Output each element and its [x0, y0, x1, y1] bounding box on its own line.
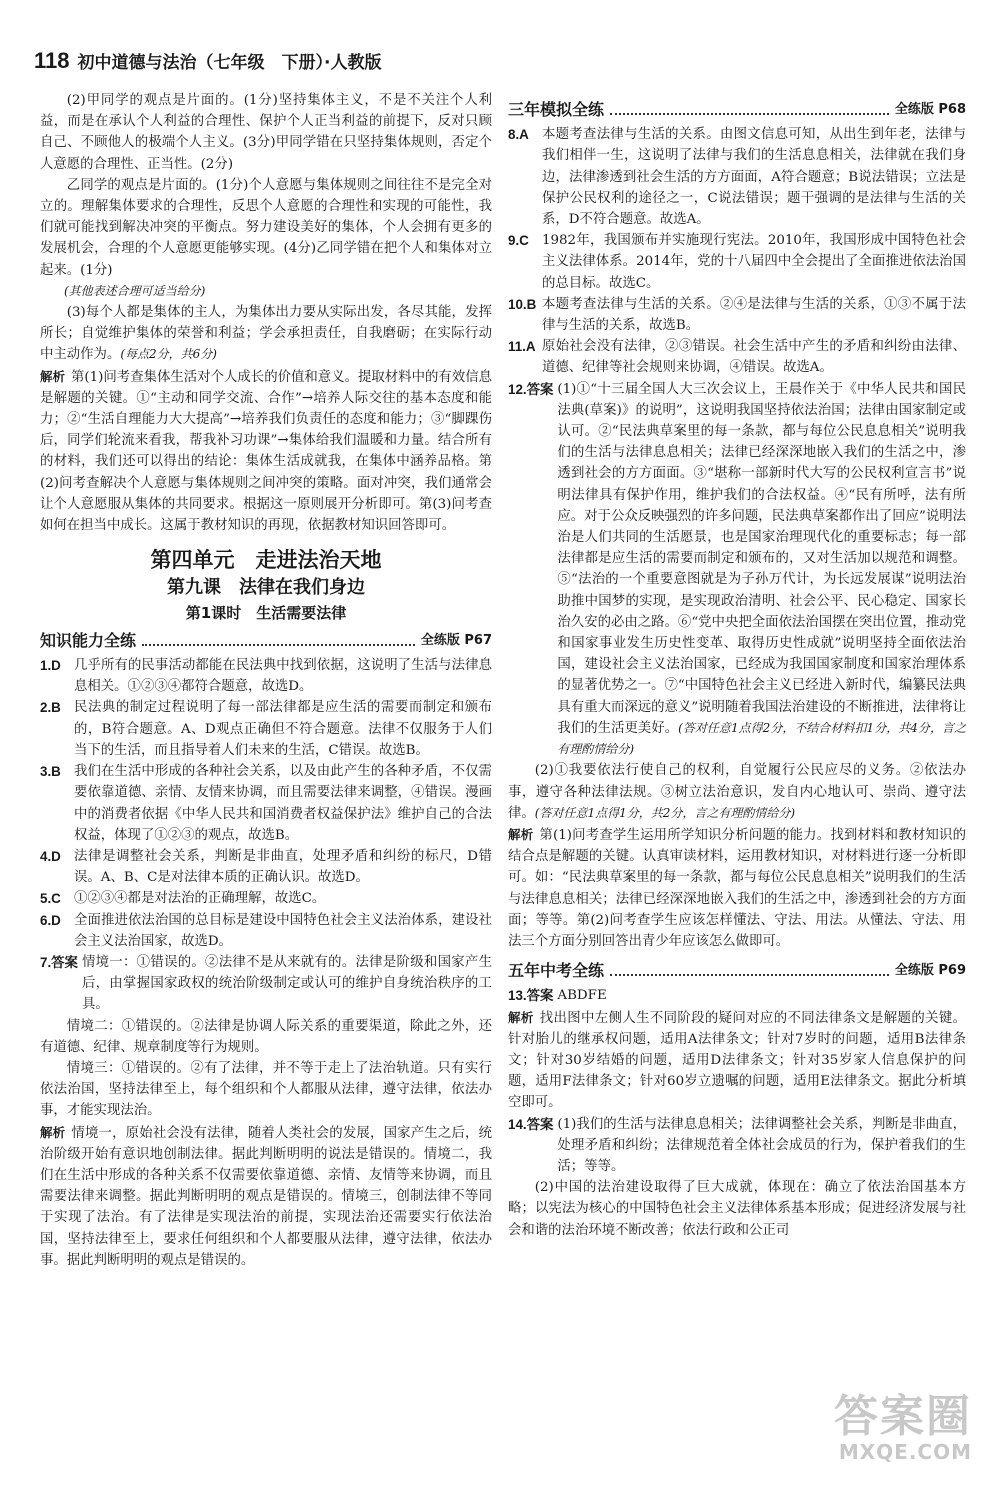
item-number: 8.A: [508, 127, 529, 143]
paragraph: [40, 302, 492, 366]
left-column: [40, 90, 492, 1271]
item-text: 法律是调整社会关系，判断是非曲直，处理矛盾和纠纷的标尺，D错误。A、B、C是对法律本质的正确认识。故选D。: [74, 848, 492, 886]
item-text: 1982年，我国颁布并实施现行宪法。2010年，我国形成中国特色社会主义法律体系。2014年，党的十八届四中全会提出了全面推进依法治国的总目标。故选C。: [542, 233, 966, 291]
analysis-label: 解析: [508, 826, 534, 842]
item-number: 12.答案: [508, 381, 554, 397]
answer-item: [40, 697, 492, 761]
answer-item: [40, 655, 492, 697]
analysis-text: 情境一，原始社会没有法律，随着人类社会的发展，国家产生之后，统治阶级开始有意识地创制法律。据此判断明明的说法是错误的。情境二，我们在生活中形成的各种关系不仅需要依靠道德、亲情、友情等来协调，而且需要法律来调整。据此判断明明的观点是错误的。情境三，创制法律不等同于实现了法治。有了法律是实现法治的前提，实现法治还需要实行依法治国，坚持法律至上，要求任何组织和个人都要服从法律，遵守法律，依法办事。据此判断明明的观点是错误的。: [40, 1125, 492, 1268]
analysis-label: 解析: [40, 368, 66, 384]
right-column: [508, 95, 966, 1241]
item-number: 7.答案: [40, 954, 78, 970]
item-number: 10.B: [508, 296, 537, 312]
analysis-paragraph: [508, 824, 966, 952]
answer-item: [40, 846, 492, 888]
item-text: 几乎所有的民事活动都能在民法典中找到依据，这说明了生活与法律息息相关。①②③④都符合题意，故选D。: [74, 658, 492, 695]
section-header: [40, 630, 492, 651]
item-text: 情境一：①错误的。②法律不是从来就有的。法律是阶级和国家产生后，由掌握国家政权的统治阶级制定或认可的维护自身统治秩序的工具。: [81, 954, 492, 1013]
item-text: 本题考查法律与生活的关系。②④是法律与生活的关系，①③不属于法律与生活的关系，故选B。: [542, 296, 966, 334]
paragraph: (2)中国的法治建设取得了巨大成就，体现在：确立了依法治国基本方略；以宪法为核心的中国特色社会主义法律体系基本形成；促进经济发展与社会和谐的法治环境不断改善；依法行政和公正司: [508, 1180, 966, 1238]
scoring-note: (其他表述合理可适当给分): [64, 283, 206, 298]
dotted-leader: [610, 113, 889, 115]
scoring-note: (每点2分，共6分): [120, 347, 217, 362]
page-header: [34, 48, 514, 78]
item-number: 1.D: [40, 658, 61, 674]
item-text: 民法典的制定过程说明了每一部法律都是应生活的需要而制定和颁布的，B符合题意。A、D观点正确但不符合题意。法律不仅服务于人们当下的生活，而且指导着人们未来的生活，C错误。故选B。: [74, 700, 492, 758]
item-text: [557, 379, 966, 761]
analysis-paragraph: [508, 1007, 966, 1114]
item-text: 全面推进依法治国的总目标是建设中国特色社会主义法治体系，建设社会主义法治国家，故选D。: [74, 912, 492, 949]
paragraph: (2)甲同学的观点是片面的。(1分)坚持集体主义，不是不关注个人利益，而是在承认个人利益的合理性、保护个人正当利益的前提下，反对只顾自己、不顾他人的极端个人主义。(3分)甲同学错在只坚持集体规则，否定个人意愿的合理性、正当性。(2分): [40, 93, 492, 172]
answer-item: [508, 336, 966, 378]
book-title: 初中道德与法治（七年级 下册）·人教版: [77, 53, 382, 73]
answer-item: [508, 124, 966, 230]
item-number: 3.B: [40, 764, 61, 780]
item-text: (1)我们的生活与法律息息相关；法律调整社会关系，判断是非曲直，处理矛盾和纠纷；法律规范着全体社会成员的行为，保护着我们的生活；等等。: [557, 1116, 966, 1174]
item-text: 本题考查法律与生活的关系。由图文信息可知，从出生到年老，法律与我们相伴一生，这说明了法律与我们的生活息息相关，法律就在我们身边，法律渗透到社会生活的方方面面，A符合题意；B说法错误；立法是保护公民权利的途径之一，C说法错误；题干强调的是法律与生活的关系，D不符合题意。故选A。: [542, 127, 966, 228]
section-page-ref: 全练版 P67: [420, 632, 492, 648]
item-number: 11.A: [508, 339, 536, 355]
period-title: 第1课时 生活需要法律: [185, 603, 347, 622]
answer-item: [508, 985, 966, 1006]
answer-text: (3)每个人都是集体的主人，为集体出力要从实际出发，各尽其能，发挥所长；自觉维护集体的荣誉和利益；学会承担责任，自我磨砺；在实际行动中主动作为。: [40, 305, 492, 363]
dotted-leader: [142, 644, 415, 646]
answer-item: [508, 230, 966, 294]
page-number: 118: [34, 48, 70, 73]
paragraph: [508, 760, 966, 824]
lesson-title: 第九课 法律在我们身边: [167, 577, 365, 599]
section-name: 五年中考全练: [508, 961, 605, 981]
section-page-ref: 全练版 P69: [894, 963, 966, 979]
item-text: 原始社会没有法律，②③错误。社会生活中产生的矛盾和纠纷由法律、道德、纪律等社会规则来协调，④错误。故选A。: [542, 339, 966, 376]
section-name: 知识能力全练: [40, 630, 137, 650]
item-number: 9.C: [508, 233, 529, 249]
answer-item: [40, 888, 492, 909]
analysis-paragraph: [40, 366, 492, 537]
section-page-ref: 全练版 P68: [894, 102, 966, 117]
analysis-text: 第(1)问考查学生运用所学知识分析问题的能力。找到材料和教材知识的结合点是解题的关键。认真审读材料，运用教材知识，对材料进行逐一分析即可。如：“民法典草案里的每一条款，都与每位公民息息相关”说明我们的生活与法律息息相关；法律已经深深地嵌入我们的生活之中，渗透到社会的方方面面；等等。第(2)问考查学生应该怎样懂法、守法、用法。从懂法、守法、用法三个方面分别回答出青少年应该怎么做即可。: [508, 827, 966, 949]
item-number: 13.答案: [508, 988, 554, 1004]
answer-item: [40, 910, 492, 952]
watermark-logo: [834, 1391, 972, 1464]
answer-item: [508, 294, 966, 336]
analysis-label: 解析: [508, 1009, 534, 1025]
analysis-text: 第(1)问考查集体生活对个人成长的价值和意义。提取材料中的有效信息是解题的关键。①“主动和同学交流、合作”→培养人际交往的基本态度和能力；②“生活自理能力大大提高”→培养我们负责任的态度和能力；③“脚踝伤后，同学们轮流来看我，帮我补习功课”→集体给我们温暖和力量。结合所有的材料，我们还可以得出的结论：集体生活成就我，在集体中涵养品格。第(2)问考查解决个人意愿与集体规则之间冲突的策略。面对冲突，我们通常会让个人意愿服从集体的共同要求。根据这一原则展开分析即可。第(3)问考查如何在担当中成长。这属于教材知识的再现，依据教材知识回答即可。: [40, 369, 492, 534]
paragraph: 乙同学的观点是片面的。(1分)个人意愿与集体规则之间往往不是完全对立的。理解集体要求的合理性，反思个人意愿的合理性和实现的可能性，我们就可能找到解决冲突的平衡点。努力建设美好的集体，个人会拥有更多的发展机会，合理的个人意愿更能够实现。(4分)乙同学错在把个人和集体对立起来。(1分): [40, 177, 492, 278]
answer-text: (1)①“十三届全国人大三次会议上，王晨作关于《中华人民共和国民法典(草案)》的说明”，这说明我国坚持依法治国；法律由国家制定或认可。②“民法典草案里的每一条款，都与每位公民息息相关”说明我们的生活与法律息息相关；法律已经深深地嵌入我们的生活之中，渗透到社会的方方面面。③“堪称一部新时代大写的公民权利宣言书”说明法律具有保护作用，维护我们的合法权益。④“民有所呼，法有所应。对于公众反映强烈的许多问题，民法典草案都作出了回应”说明法治是人们共同的生活愿景，也是国家治理现代化的重要标志；每一部法律都是应生活的需要而制定和颁布的，又对生活加以规范和调整。⑤“法治的一个重要意图就是为子孙万代计，为长远发展谋”说明法治助推中国梦的实现，是实现政治清明、社会公平、民心稳定、国家长治久安的必由之路。⑥“党中央把全面依法治国摆在突出位置，推动党和国家事业发生历史性变革、取得历史性成就”说明坚持全面依法治国，建设社会主义法治国家，已经成为我国国家制度和国家治理体系的显著优势之一。⑦“中国特色社会主义已经进入新时代，编纂民法典具有重大而深远的意义”说明随着我国法治建设的不断推进，法律将让我们的生活更美好。: [557, 381, 966, 736]
unit-title: 第四单元 走进法治天地: [150, 548, 382, 573]
item-number: 14.答案: [508, 1116, 554, 1132]
answer-item: [508, 1114, 966, 1178]
item-text: ①②③④都是对法治的正确理解，故选C。: [74, 891, 326, 907]
analysis-label: 解析: [40, 1124, 66, 1140]
item-number: 6.D: [40, 912, 61, 928]
watermark-text: 答案圈: [834, 1391, 972, 1442]
item-text: ABDFE: [557, 988, 607, 1004]
section-header: [508, 99, 966, 120]
answer-item: [40, 761, 492, 846]
answer-item: [40, 952, 492, 1016]
item-number: 5.C: [40, 891, 61, 907]
watermark-url: MXQE.COM: [838, 1440, 972, 1464]
section-header: [508, 960, 966, 981]
scoring-note: (答对任意1点得1分，共2分，言之有理酌情给分): [534, 805, 796, 820]
item-number: 2.B: [40, 700, 61, 716]
dotted-leader: [610, 974, 889, 976]
answer-text: (2)①我要依法行使自己的权利，自觉履行公民应尽的义务。②依法办事，遵守各种法律法规。③树立法治意识，发自内心地认可、崇尚、遵守法律。: [508, 763, 966, 821]
answer-item: [508, 379, 966, 761]
analysis-text: 找出图中左侧人生不同阶段的疑问对应的不同法律条文是解题的关键。针对胎儿的继承权问题，适用A法律条文；针对7岁时的问题，适用B法律条文；针对30岁结婚的问题，适用D法律条文；针对35岁家人信息保护的问题，适用F法律条文；针对60岁立遗嘱的问题，适用E法律条文。据此分析填空即可。: [508, 1010, 966, 1111]
section-name: 三年模拟全练: [508, 100, 605, 119]
paragraph: 情境三：①错误的。②有了法律，并不等于走上了法治轨道。只有实行依法治国，坚持法律至上，每个组织和个人都服从法律，遵守法律，依法办事，才能实现法治。: [40, 1060, 492, 1119]
item-text: 我们在生活中形成的各种社会关系，以及由此产生的各种矛盾，不仅需要依靠道德、亲情、友情来协调，而且需要法律来调整，④错误。漫画中的消费者依据《中华人民共和国消费者权益保护法》维护自己的合法权益，体现了①②③的观点，故选B。: [74, 764, 492, 843]
scoring-note: (答对任意1点得2分，不结合材料扣1分，共4分，言之有理酌情给分): [557, 720, 966, 757]
analysis-paragraph: [40, 1122, 492, 1271]
item-number: 4.D: [40, 848, 61, 864]
paragraph: 情境二：①错误的。②法律是协调人际关系的重要渠道，除此之外，还有道德、纪律、规章制度等行为规则。: [40, 1018, 492, 1055]
